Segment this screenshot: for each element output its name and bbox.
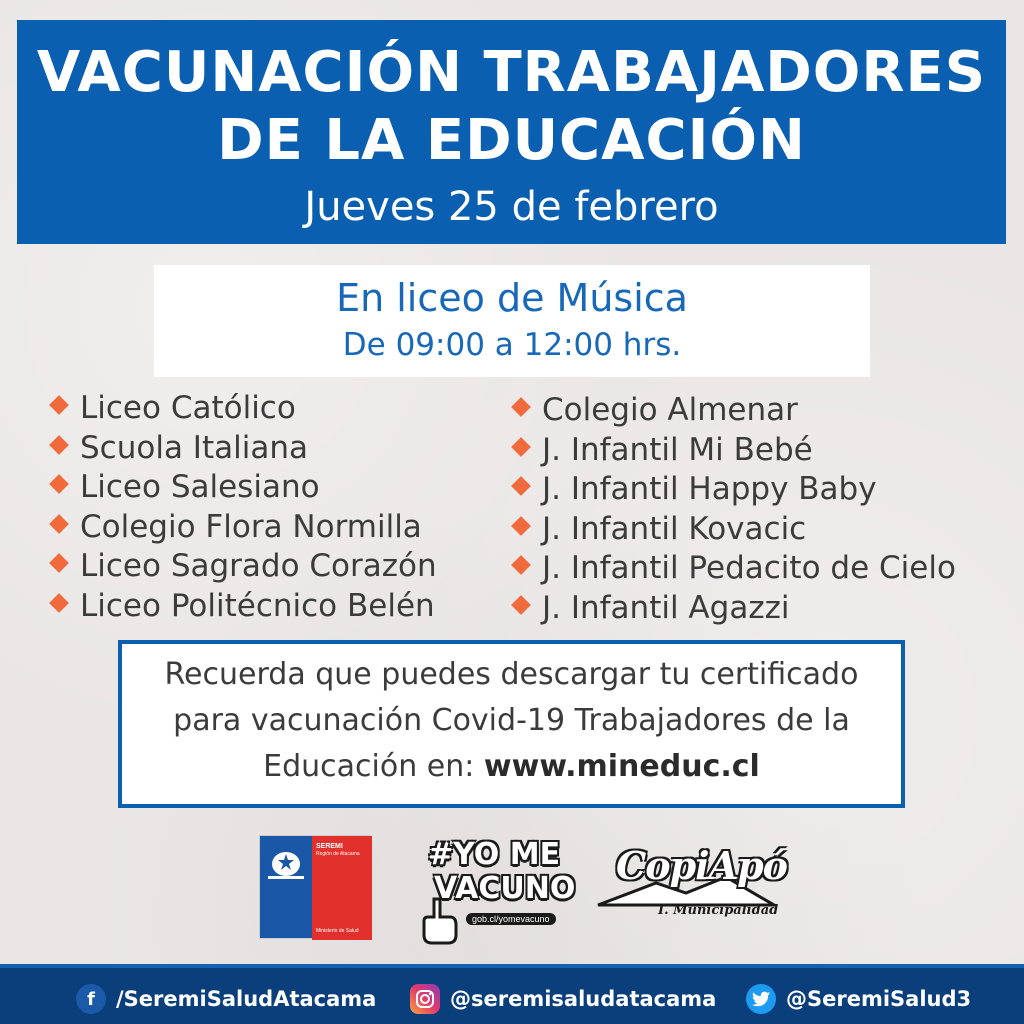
event-date: Jueves 25 de febrero — [304, 184, 719, 230]
school-name: Liceo Salesiano — [80, 469, 320, 505]
list-item — [52, 587, 437, 627]
yome-line-1: #YO ME — [428, 837, 561, 872]
notice-line-3-prefix: Educación en: — [263, 749, 484, 784]
yomevacuno-logo — [420, 835, 576, 945]
seremi-region: Región de Atacama — [316, 851, 360, 857]
mineduc-link[interactable]: www.mineduc.cl — [483, 749, 760, 784]
diamond-bullet-icon — [511, 595, 531, 615]
yome-url: gob.cl/yomevacuno — [466, 913, 556, 925]
chile-coat-of-arms-icon — [260, 836, 312, 888]
diamond-bullet-icon — [49, 435, 69, 455]
title-line-1: VACUNACIÓN TRABAJADORES — [36, 40, 987, 105]
diamond-bullet-icon — [49, 395, 69, 415]
diamond-bullet-icon — [49, 474, 69, 494]
diamond-bullet-icon — [511, 437, 531, 457]
list-item — [514, 549, 956, 589]
seremi-title: SEREMI — [316, 843, 343, 850]
twitter-icon — [746, 984, 776, 1014]
school-name: Liceo Sagrado Corazón — [80, 548, 437, 584]
school-name: J. Infantil Kovacic — [542, 510, 807, 547]
notice-line-3 — [122, 744, 901, 790]
list-item — [514, 470, 956, 510]
diamond-bullet-icon — [49, 514, 69, 534]
copiapo-logo — [596, 843, 787, 933]
school-name: Liceo Católico — [80, 390, 296, 426]
school-name: J. Infantil Happy Baby — [542, 471, 877, 507]
list-item — [514, 391, 956, 431]
list-item — [52, 508, 437, 548]
school-name: Liceo Politécnico Belén — [80, 587, 435, 624]
instagram-icon — [410, 984, 440, 1014]
twitter-text: @SeremiSalud3 — [786, 987, 972, 1011]
seremi-ministry: Ministerio de Salud — [316, 928, 359, 934]
diamond-bullet-icon — [511, 555, 531, 575]
diamond-bullet-icon — [49, 553, 69, 573]
venue-box — [154, 265, 870, 377]
list-item — [514, 510, 956, 550]
diamond-bullet-icon — [511, 397, 531, 417]
notice-line-2: para vacunación Covid-19 Trabajadores de la — [173, 703, 850, 738]
venue-place: En liceo de Música — [336, 276, 688, 320]
header-banner — [17, 20, 1006, 244]
instagram-text: @seremisaludatacama — [450, 987, 717, 1011]
list-item — [52, 547, 437, 587]
school-name: J. Infantil Agazzi — [542, 589, 790, 626]
facebook-handle[interactable] — [76, 984, 376, 1014]
seremi-logo — [259, 835, 371, 939]
copiapo-municipality: I. Municipalidad — [658, 903, 779, 918]
facebook-text: /SeremiSaludAtacama — [116, 987, 377, 1011]
diamond-bullet-icon — [49, 593, 69, 613]
certificate-notice — [118, 640, 905, 808]
seremi-red-block-lower — [312, 906, 372, 940]
social-footer — [0, 964, 1024, 1024]
school-name: J. Infantil Pedacito de Cielo — [542, 550, 956, 586]
title-line-2: DE LA EDUCACIÓN — [217, 108, 806, 173]
schools-list-right — [514, 391, 956, 628]
list-item — [52, 468, 437, 508]
list-item — [514, 589, 956, 629]
yome-line-2: VACUNO — [434, 871, 576, 906]
list-item — [52, 429, 437, 469]
school-name: Scuola Italiana — [80, 429, 308, 466]
school-name: J. Infantil Mi Bebé — [542, 431, 813, 468]
instagram-handle[interactable] — [410, 984, 716, 1014]
list-item — [52, 389, 437, 429]
school-name: Colegio Flora Normilla — [80, 508, 422, 545]
schools-list-left — [52, 389, 437, 626]
list-item — [514, 431, 956, 471]
diamond-bullet-icon — [511, 476, 531, 496]
notice-line-1: Recuerda que puedes descargar tu certificado — [164, 657, 859, 692]
copiapo-name: CopiApó — [616, 843, 787, 888]
twitter-handle[interactable] — [746, 984, 971, 1014]
facebook-icon: f — [76, 984, 106, 1014]
diamond-bullet-icon — [511, 516, 531, 536]
school-name: Colegio Almenar — [542, 392, 798, 428]
hand-icon — [420, 895, 460, 945]
venue-hours: De 09:00 a 12:00 hrs. — [342, 327, 682, 363]
